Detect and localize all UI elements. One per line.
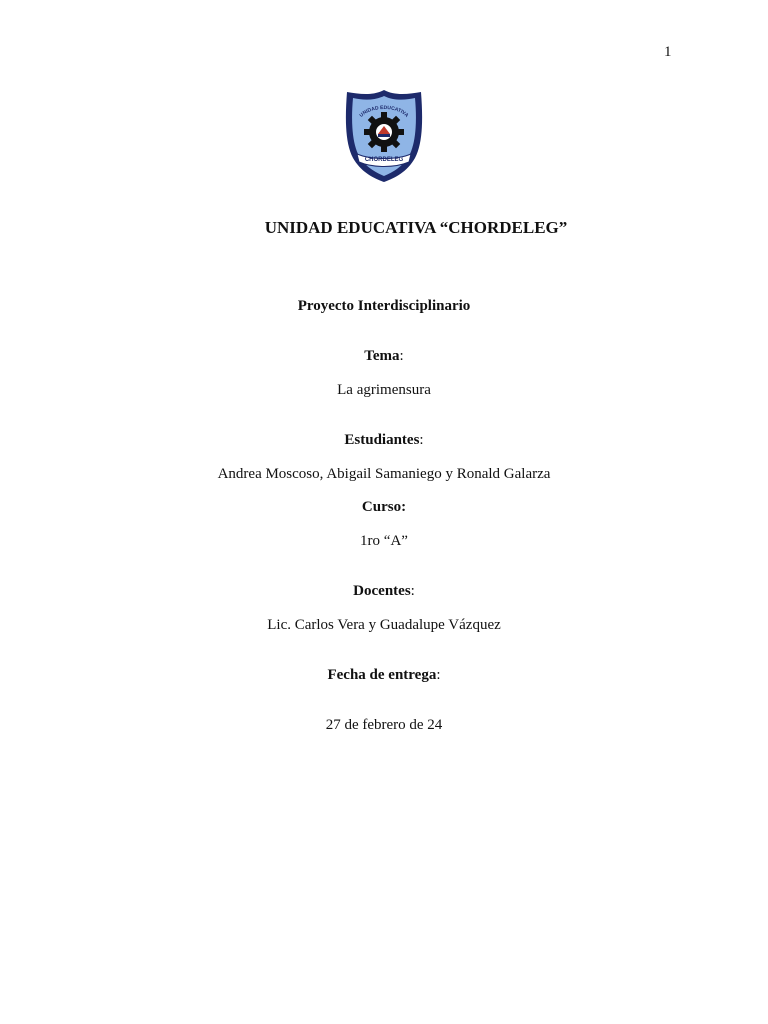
curso-value: 1ro “A” xyxy=(360,533,408,549)
docentes-value: Lic. Carlos Vera y Guadalupe Vázquez xyxy=(267,617,501,633)
crest-banner-text: CHORDELEG xyxy=(364,157,404,163)
estudiantes-value: Andrea Moscoso, Abigail Samaniego y Ronald Galarza xyxy=(217,466,551,482)
docentes-colon: : xyxy=(410,583,415,599)
estudiantes-label: Estudiantes xyxy=(344,432,420,448)
crest-gear-icon xyxy=(364,112,404,152)
estudiantes-label-line xyxy=(0,430,768,450)
fecha-label-line xyxy=(0,665,768,685)
crest-arc-text: UNIDAD EDUCATIVA xyxy=(358,104,410,119)
fecha-colon: : xyxy=(436,667,441,683)
project-type: Proyecto Interdisciplinario xyxy=(297,298,471,314)
fecha-value: 27 de febrero de 24 xyxy=(325,717,443,733)
tema-colon: : xyxy=(399,348,404,364)
fecha-label: Fecha de entrega xyxy=(327,667,437,683)
estudiantes-colon: : xyxy=(419,432,424,448)
page-number: 1 xyxy=(664,44,672,60)
tema-label: Tema xyxy=(364,348,400,364)
curso-label: Curso: xyxy=(361,499,407,515)
tema-value: La agrimensura xyxy=(337,382,431,398)
tema-label-line xyxy=(0,346,768,366)
school-crest-logo xyxy=(343,88,425,184)
docentes-label-line xyxy=(0,581,768,601)
school-title: UNIDAD EDUCATIVA “CHORDELEG” xyxy=(264,218,568,237)
docentes-label: Docentes xyxy=(353,583,411,599)
